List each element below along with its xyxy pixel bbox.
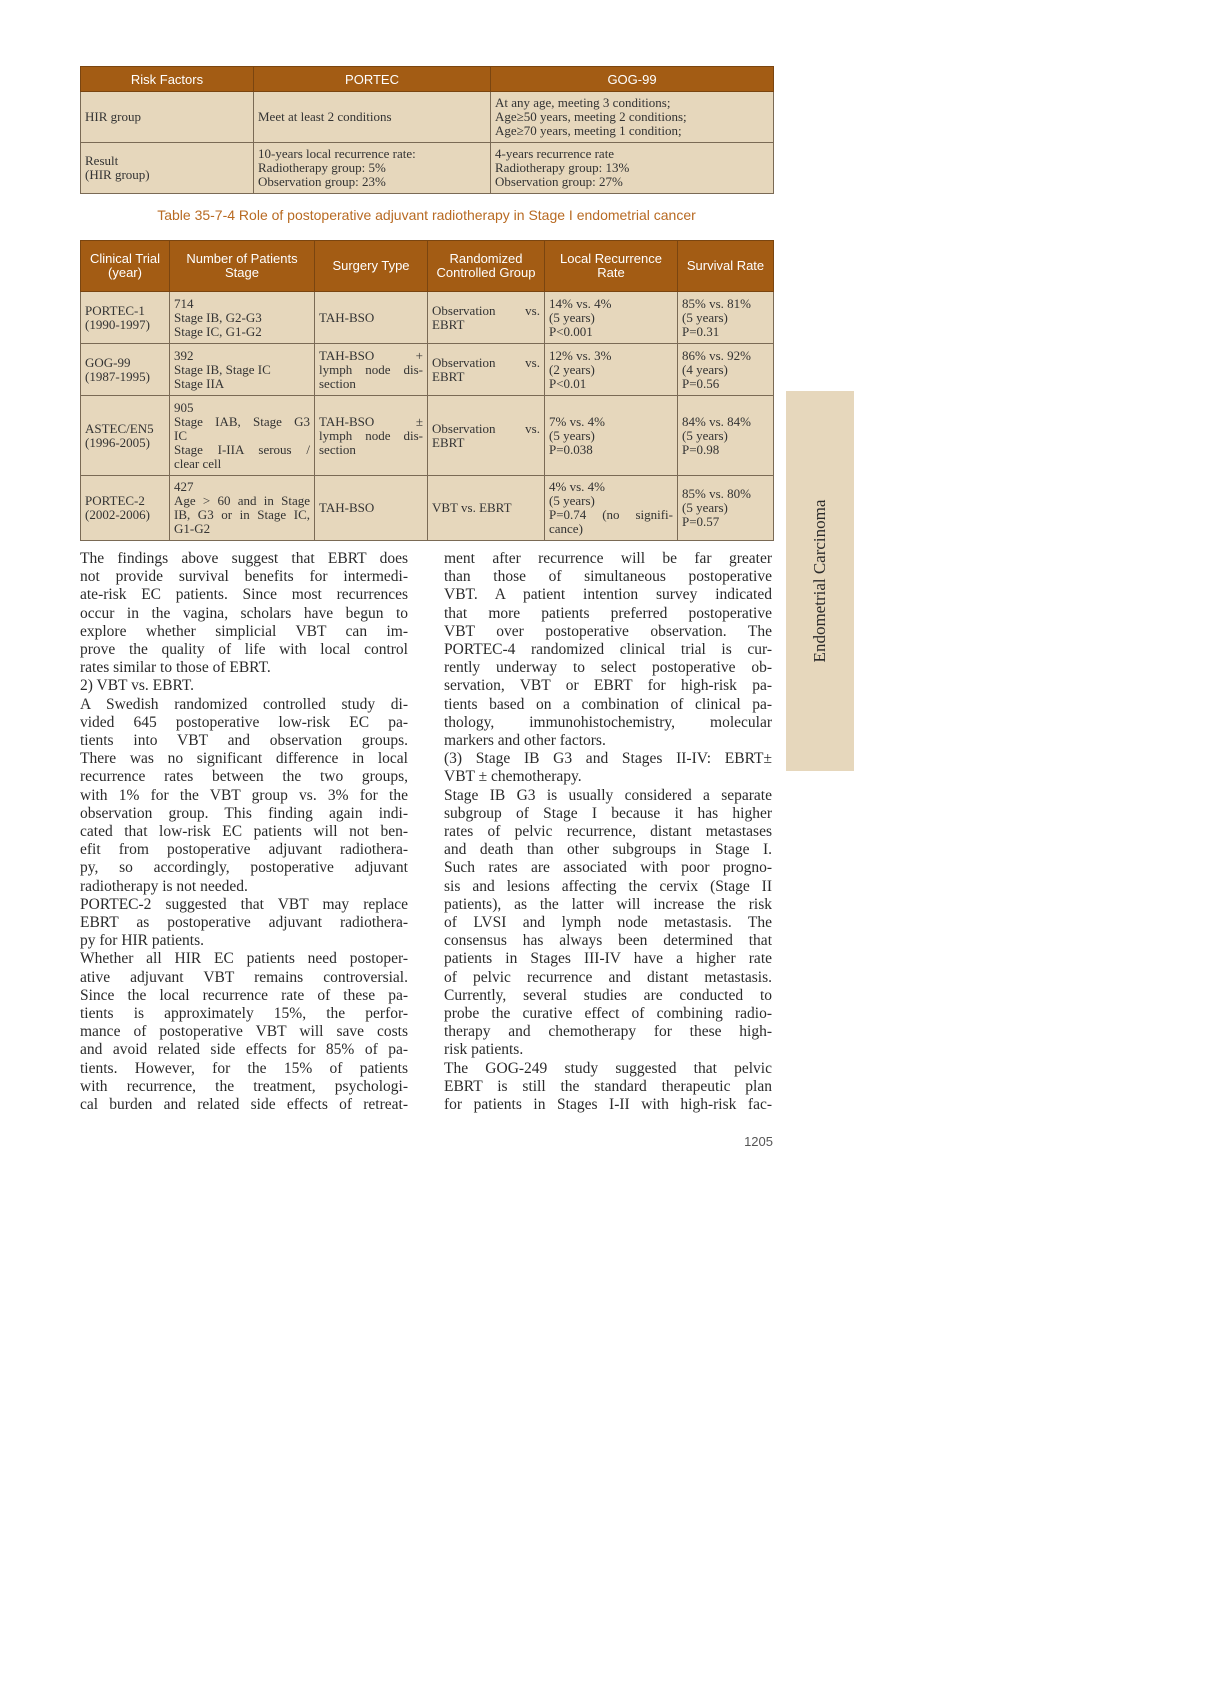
text-line: tients. However, for the 15% of patients bbox=[80, 1059, 408, 1077]
table-cell-trial bbox=[81, 292, 170, 344]
text-line: probe the curative effect of combining radio- bbox=[444, 1005, 772, 1023]
cell-line: (5 years) bbox=[549, 493, 595, 508]
cell-line: (4 years) bbox=[682, 361, 728, 377]
cell-line: 85% vs. 81% bbox=[682, 295, 751, 311]
text-line: rently underway to select postoperative ob- bbox=[444, 659, 772, 677]
cell-line: section bbox=[319, 375, 356, 391]
text-line: mance of postoperative VBT will save costs bbox=[80, 1023, 408, 1041]
table-cell-survival bbox=[678, 292, 774, 344]
table-cell-trial bbox=[81, 396, 170, 476]
text-line: radiotherapy is not needed. bbox=[80, 877, 248, 895]
cell-line: (5 years) bbox=[682, 500, 728, 515]
cell-line: 427 bbox=[174, 479, 194, 494]
text-line: recurrence rates between the two groups, bbox=[80, 768, 408, 786]
cell-line: (1987-1995) bbox=[85, 368, 150, 384]
table-cell-gog bbox=[491, 143, 774, 194]
cell-line: cance) bbox=[549, 521, 583, 536]
header-line: Survival Rate bbox=[686, 258, 765, 273]
cell-line: (2 years) bbox=[549, 361, 595, 377]
cell-line: Observation vs. bbox=[432, 354, 540, 370]
table-caption: Table 35-7-4 Role of postoperative adjuvant radiotherapy in Stage I endometrial cancer bbox=[157, 207, 696, 223]
text-line: sis and lesions affecting the cervix (Stage II bbox=[444, 877, 772, 895]
text-line: that more patients preferred postoperative bbox=[444, 604, 772, 622]
header-number-of-patients bbox=[170, 241, 315, 292]
cell-line: 714 bbox=[174, 295, 194, 311]
header-line: Local Recurrence bbox=[560, 251, 662, 266]
text-line: There was no significant difference in local bbox=[80, 750, 408, 768]
text-line: A Swedish randomized controlled study di- bbox=[80, 695, 408, 713]
cell-line: VBT vs. EBRT bbox=[432, 500, 512, 515]
text-line: cated that low-risk EC patients will not ben- bbox=[80, 823, 408, 841]
chapter-side-tab bbox=[786, 391, 854, 771]
text-line: not provide survival benefits for intermedi- bbox=[80, 568, 408, 586]
table-row bbox=[81, 143, 774, 194]
header-risk-factors: Risk Factors bbox=[81, 67, 254, 92]
table-cell-group bbox=[428, 476, 545, 541]
header-line: Number of Patients bbox=[186, 251, 298, 266]
cell-line: At any age, meeting 3 conditions; bbox=[495, 95, 671, 110]
cell-line: TAH-BSO + bbox=[319, 347, 423, 363]
text-line: ate-risk EC patients. Since most recurrences bbox=[80, 586, 408, 604]
risk-factors-table bbox=[80, 66, 774, 194]
table-cell-surgery bbox=[315, 476, 428, 541]
header-line: Rate bbox=[597, 265, 625, 280]
cell-line: lymph node dis- bbox=[319, 361, 423, 377]
cell-line: Stage IAB, Stage G3 bbox=[174, 413, 310, 429]
table-cell-trial bbox=[81, 476, 170, 541]
cell-line: Radiotherapy group: 13% bbox=[495, 160, 630, 175]
cell-line: 84% vs. 84% bbox=[682, 413, 751, 429]
cell-line: Age > 60 and in Stage bbox=[174, 493, 310, 508]
cell-line: TAH-BSO bbox=[319, 309, 375, 325]
cell-line: Observation vs. bbox=[432, 302, 540, 318]
text-line: The GOG-249 study suggested that pelvic bbox=[444, 1059, 772, 1077]
cell-line: GOG-99 bbox=[85, 354, 131, 370]
cell-line: 392 bbox=[174, 347, 194, 363]
table-cell-surgery bbox=[315, 344, 428, 396]
table-cell-patients bbox=[170, 292, 315, 344]
cell-line: HIR group bbox=[85, 109, 141, 124]
text-line: than those of simultaneous postoperative bbox=[444, 568, 772, 586]
table-cell-patients bbox=[170, 476, 315, 541]
text-line: The findings above suggest that EBRT does bbox=[80, 550, 408, 567]
cell-line: (5 years) bbox=[549, 427, 595, 443]
text-line: risk patients. bbox=[444, 1041, 524, 1059]
cell-line: Stage IC, G1-G2 bbox=[174, 323, 262, 339]
text-line: patients in Stages III-IV have a higher rate bbox=[444, 950, 772, 968]
text-line: with recurrence, the treatment, psychologi- bbox=[80, 1077, 408, 1095]
cell-line: PORTEC-2 bbox=[85, 493, 145, 508]
text-line: Whether all HIR EC patients need postoper- bbox=[80, 950, 408, 968]
cell-line: P=0.98 bbox=[682, 441, 720, 457]
table-cell-recurrence bbox=[545, 476, 678, 541]
table-cell-portec bbox=[254, 92, 491, 143]
cell-line: 4-years recurrence rate bbox=[495, 146, 615, 161]
body-text-left-column bbox=[80, 550, 408, 1114]
table-cell-group bbox=[428, 344, 545, 396]
text-line: with 1% for the VBT group vs. 3% for the bbox=[80, 786, 408, 804]
text-line: of pelvic recurrence and distant metastasis. bbox=[444, 968, 772, 986]
header-line: Clinical Trial bbox=[89, 251, 161, 266]
text-line: 2) VBT vs. EBRT. bbox=[80, 677, 195, 695]
cell-line: 86% vs. 92% bbox=[682, 347, 751, 363]
table-cell-patients bbox=[170, 344, 315, 396]
text-line: therapy and chemotherapy for these high- bbox=[444, 1023, 772, 1041]
table-cell-survival bbox=[678, 396, 774, 476]
chapter-label: Endometrial Carcinoma bbox=[810, 499, 829, 663]
cell-line: 7% vs. 4% bbox=[549, 413, 605, 429]
text-line: efit from postoperative adjuvant radiothera- bbox=[80, 841, 408, 859]
text-line: EBRT as postoperative adjuvant radiothera- bbox=[80, 914, 408, 932]
table-cell-group bbox=[428, 396, 545, 476]
cell-line: Meet at least 2 conditions bbox=[258, 109, 392, 124]
cell-line: Stage IB, Stage IC bbox=[174, 361, 271, 377]
cell-line: (5 years) bbox=[682, 309, 728, 325]
table-header-row bbox=[81, 67, 774, 92]
table-cell-gog bbox=[491, 92, 774, 143]
text-line: cal burden and related side effects of retreat- bbox=[80, 1096, 408, 1114]
table-cell-surgery bbox=[315, 396, 428, 476]
cell-line: TAH-BSO bbox=[319, 500, 375, 515]
header-local-recurrence bbox=[545, 241, 678, 292]
cell-line: Observation group: 27% bbox=[495, 174, 623, 189]
table-cell-surgery bbox=[315, 292, 428, 344]
clinical-trials-table bbox=[80, 240, 774, 541]
text-line: VBT. A patient intention survey indicated bbox=[444, 586, 772, 604]
text-line: tients into VBT and observation groups. bbox=[80, 732, 408, 750]
cell-line: clear cell bbox=[174, 455, 222, 471]
cell-line: 14% vs. 4% bbox=[549, 295, 612, 311]
cell-line: 85% vs. 80% bbox=[682, 486, 751, 501]
text-line: py for HIR patients. bbox=[80, 932, 204, 950]
table-cell-survival bbox=[678, 344, 774, 396]
cell-line: 12% vs. 3% bbox=[549, 347, 612, 363]
cell-line: (1996-2005) bbox=[85, 434, 150, 450]
cell-line: (1990-1997) bbox=[85, 316, 150, 332]
cell-line: P=0.31 bbox=[682, 323, 720, 339]
table-row bbox=[81, 396, 774, 476]
text-line: occur in the vagina, scholars have begun to bbox=[80, 604, 408, 622]
text-line: and death than other subgroups in Stage I. bbox=[444, 841, 772, 859]
text-line: VBT ± chemotherapy. bbox=[444, 768, 582, 786]
text-line: VBT over postoperative observation. The bbox=[444, 622, 772, 640]
cell-line: IB, G3 or in Stage IC, bbox=[174, 507, 310, 522]
cell-line: ASTEC/EN5 bbox=[85, 420, 154, 436]
table-cell-recurrence bbox=[545, 344, 678, 396]
table-cell-factor bbox=[81, 143, 254, 194]
text-line: servation, VBT or EBRT for high-risk pa- bbox=[444, 677, 772, 695]
cell-line: Result bbox=[85, 153, 119, 168]
cell-line: Stage IIA bbox=[174, 375, 225, 391]
table-cell-recurrence bbox=[545, 396, 678, 476]
cell-line: section bbox=[319, 441, 356, 457]
table-row bbox=[81, 292, 774, 344]
text-line: for patients in Stages I-II with high-risk fac- bbox=[444, 1096, 772, 1114]
cell-line: P<0.01 bbox=[549, 375, 587, 391]
table-row bbox=[81, 344, 774, 396]
cell-line: (2002-2006) bbox=[85, 507, 150, 522]
text-line: vided 645 postoperative low-risk EC pa- bbox=[80, 713, 408, 731]
body-text-right-column bbox=[444, 550, 772, 1114]
cell-line: P=0.56 bbox=[682, 375, 720, 391]
text-line: Such rates are associated with poor progno- bbox=[444, 859, 772, 877]
cell-line: TAH-BSO ± bbox=[319, 413, 423, 429]
text-line: subgroup of Stage I because it has higher bbox=[444, 804, 772, 822]
page-number: 1205 bbox=[744, 1134, 773, 1149]
cell-line: (5 years) bbox=[549, 309, 595, 325]
table-cell-portec bbox=[254, 143, 491, 194]
text-line: PORTEC-4 randomized clinical trial is cur- bbox=[444, 641, 772, 659]
text-line: thology, immunohistochemistry, molecular bbox=[444, 713, 772, 731]
cell-line: EBRT bbox=[432, 434, 465, 450]
text-line: tients is approximately 15%, the perfor- bbox=[80, 1005, 408, 1023]
cell-line: (HIR group) bbox=[85, 167, 150, 182]
header-surgery-type bbox=[315, 241, 428, 292]
text-line: Since the local recurrence rate of these pa- bbox=[80, 986, 408, 1004]
text-line: ative adjuvant VBT remains controversial. bbox=[80, 968, 408, 986]
table-cell-trial bbox=[81, 344, 170, 396]
header-line: (year) bbox=[108, 265, 142, 280]
cell-line: 905 bbox=[174, 399, 194, 415]
text-line: rates similar to those of EBRT. bbox=[80, 659, 271, 677]
cell-line: IC bbox=[174, 427, 187, 443]
text-line: (3) Stage IB G3 and Stages II-IV: EBRT± bbox=[444, 750, 772, 768]
cell-line: P=0.57 bbox=[682, 514, 720, 529]
table-row bbox=[81, 476, 774, 541]
cell-line: EBRT bbox=[432, 316, 465, 332]
header-gog-99: GOG-99 bbox=[491, 67, 774, 92]
cell-line: Observation vs. bbox=[432, 420, 540, 436]
table-row bbox=[81, 92, 774, 143]
cell-line: Stage IB, G2-G3 bbox=[174, 309, 262, 325]
cell-line: 4% vs. 4% bbox=[549, 479, 605, 494]
table-cell-factor bbox=[81, 92, 254, 143]
text-line: rates of pelvic recurrence, distant metastases bbox=[444, 823, 772, 841]
table-header-row bbox=[81, 241, 774, 292]
header-randomized-group bbox=[428, 241, 545, 292]
text-line: and avoid related side effects for 85% of pa- bbox=[80, 1041, 408, 1059]
text-line: of LVSI and lymph node metastasis. The bbox=[444, 914, 772, 932]
cell-line: Stage I-IIA serous / bbox=[174, 441, 310, 457]
cell-line: Age≥70 years, meeting 1 condition; bbox=[495, 123, 682, 138]
text-line: patients), as the latter will increase the risk bbox=[444, 895, 772, 913]
cell-line: PORTEC-1 bbox=[85, 302, 145, 318]
cell-line: Observation group: 23% bbox=[258, 174, 386, 189]
text-line: prove the quality of life with local control bbox=[80, 641, 408, 659]
table-cell-patients bbox=[170, 396, 315, 476]
text-line: tients based on a combination of clinical pa- bbox=[444, 695, 772, 713]
header-survival-rate bbox=[678, 241, 774, 292]
cell-line: 10-years local recurrence rate: bbox=[258, 146, 416, 161]
cell-line: P=0.74 (no signifi- bbox=[549, 507, 673, 522]
cell-line: (5 years) bbox=[682, 427, 728, 443]
header-line: Controlled Group bbox=[436, 265, 536, 280]
text-line: ment after recurrence will be far greater bbox=[444, 550, 772, 567]
cell-line: P=0.038 bbox=[549, 441, 593, 457]
text-line: Stage IB G3 is usually considered a separate bbox=[444, 786, 772, 804]
cell-line: P<0.001 bbox=[549, 323, 593, 339]
cell-line: Age≥50 years, meeting 2 conditions; bbox=[495, 109, 687, 124]
header-line: Surgery Type bbox=[332, 258, 410, 273]
cell-line: lymph node dis- bbox=[319, 427, 423, 443]
table-cell-group bbox=[428, 292, 545, 344]
cell-line: EBRT bbox=[432, 368, 465, 384]
cell-line: Radiotherapy group: 5% bbox=[258, 160, 386, 175]
header-clinical-trial bbox=[81, 241, 170, 292]
text-line: explore whether simplicial VBT can im- bbox=[80, 622, 408, 640]
table-cell-survival bbox=[678, 476, 774, 541]
cell-line: G1-G2 bbox=[174, 521, 211, 536]
table-cell-recurrence bbox=[545, 292, 678, 344]
text-line: markers and other factors. bbox=[444, 732, 606, 750]
text-line: EBRT is still the standard therapeutic plan bbox=[444, 1077, 772, 1095]
text-line: Currently, several studies are conducted to bbox=[444, 986, 772, 1004]
header-line: Stage bbox=[225, 265, 259, 280]
header-portec: PORTEC bbox=[254, 67, 491, 92]
text-line: observation group. This finding again indi- bbox=[80, 804, 408, 822]
header-line: Randomized bbox=[449, 251, 523, 266]
text-line: py, so accordingly, postoperative adjuvant bbox=[80, 859, 408, 877]
text-line: consensus has always been determined that bbox=[444, 932, 772, 950]
text-line: PORTEC-2 suggested that VBT may replace bbox=[80, 895, 408, 913]
